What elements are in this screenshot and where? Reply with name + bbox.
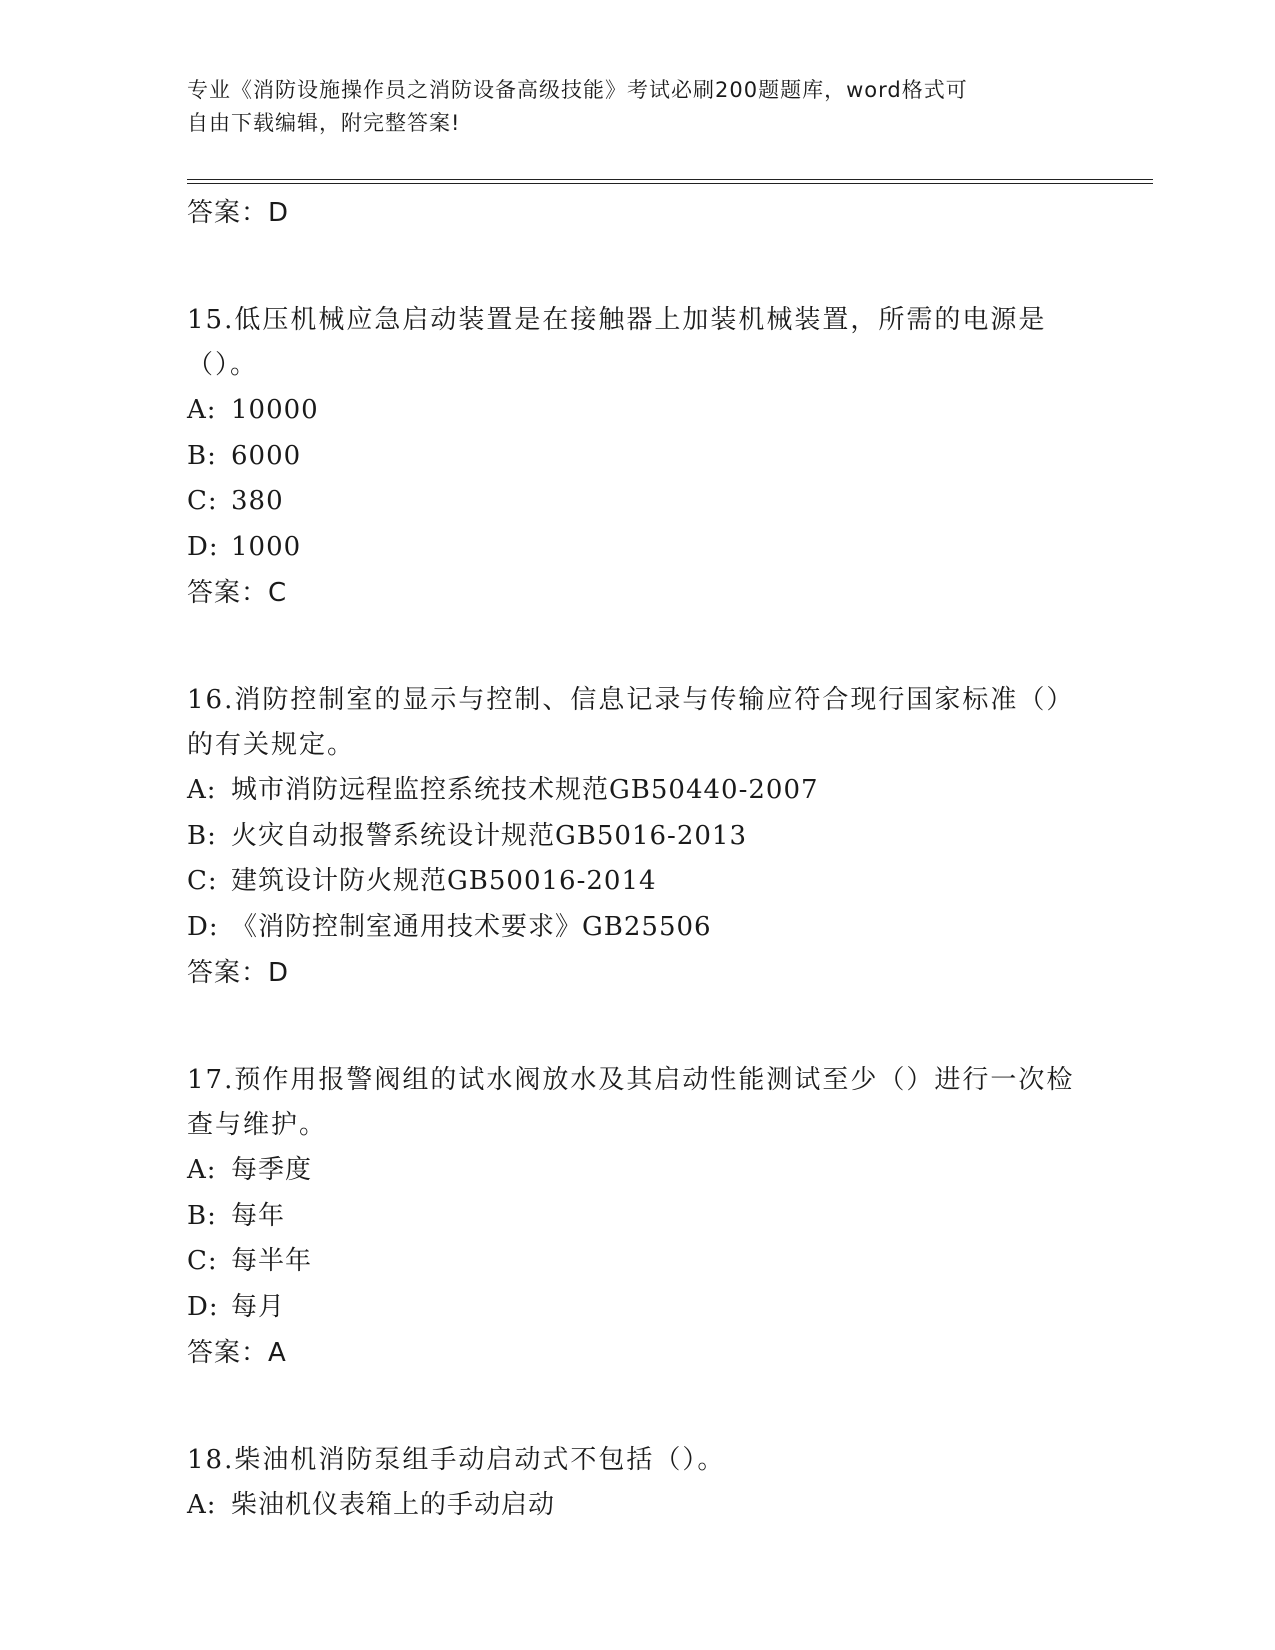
option-key: B: (187, 820, 217, 851)
option-text: 城市消防远程监控系统技术规范GB50440-2007 (231, 775, 819, 805)
document-header (187, 74, 1067, 140)
option-d (187, 525, 1087, 571)
option-a (187, 768, 1087, 814)
option-d (187, 1285, 1087, 1331)
option-key: B: (187, 440, 217, 471)
option-b (187, 434, 1087, 480)
option-text: 每半年 (231, 1246, 313, 1276)
answer-value: D (268, 958, 290, 988)
option-key: C: (187, 1246, 218, 1276)
option-a (187, 388, 1087, 434)
option-text: 6000 (231, 440, 302, 471)
option-text: 建筑设计防火规范GB50016-2014 (231, 866, 657, 896)
option-key: B: (187, 1200, 217, 1231)
answer-label: 答案： (187, 1338, 269, 1368)
option-text: 每季度 (231, 1155, 313, 1185)
option-key: C: (187, 486, 218, 516)
question-16 (187, 678, 1087, 996)
option-key: C: (187, 866, 218, 896)
answer-label: 答案： (187, 958, 269, 988)
question-text: 18.柴油机消防泵组手动启动式不包括（）。 (187, 1445, 726, 1475)
option-key: A: (187, 775, 217, 805)
question-15 (187, 298, 1087, 616)
answer-line (187, 950, 1087, 996)
answer-value: D (268, 198, 290, 228)
header-line-2: 自由下载编辑，附完整答案! (187, 111, 461, 135)
header-divider-top (187, 179, 1153, 180)
header-line-1: 专业《消防设施操作员之消防设备高级技能》考试必刷200题题库，word格式可 (187, 78, 968, 102)
option-d (187, 905, 1087, 951)
option-key: D: (187, 911, 219, 942)
question-text: 15.低压机械应急启动装置是在接触器上加装机械装置，所需的电源是（）。 (187, 305, 1047, 380)
document-body (187, 190, 1087, 1529)
answer-line (187, 190, 1087, 236)
option-a (187, 1483, 1087, 1529)
option-text: 10000 (231, 395, 319, 425)
option-a (187, 1148, 1087, 1194)
option-text: 380 (231, 486, 284, 516)
answer-value: C (268, 578, 288, 608)
answer-line (187, 1330, 1087, 1376)
option-key: D: (187, 531, 219, 562)
option-b (187, 814, 1087, 860)
option-text: 1000 (231, 531, 302, 562)
option-text: 柴油机仪表箱上的手动启动 (231, 1490, 556, 1520)
option-b (187, 1194, 1087, 1240)
question-17 (187, 1058, 1087, 1376)
option-c (187, 479, 1087, 525)
option-key: D: (187, 1291, 219, 1322)
option-key: A: (187, 1155, 217, 1185)
option-c (187, 859, 1087, 905)
option-text: 每年 (231, 1200, 286, 1231)
answer-line (187, 570, 1087, 616)
header-divider-bottom (187, 183, 1153, 184)
question-text: 16.消防控制室的显示与控制、信息记录与传输应符合现行国家标准（）的有关规定。 (187, 685, 1075, 760)
answer-value: A (268, 1338, 287, 1368)
option-key: A: (187, 1490, 217, 1520)
option-c (187, 1239, 1087, 1285)
option-text: 《消防控制室通用技术要求》GB25506 (231, 911, 712, 942)
option-key: A: (187, 395, 217, 425)
question-text: 17.预作用报警阀组的试水阀放水及其启动性能测试至少（）进行一次检查与维护。 (187, 1065, 1075, 1140)
answer-label: 答案： (187, 578, 269, 608)
option-text: 每月 (231, 1291, 286, 1322)
option-text: 火灾自动报警系统设计规范GB5016-2013 (231, 820, 747, 851)
answer-label: 答案： (187, 198, 269, 228)
question-18 (187, 1438, 1087, 1529)
